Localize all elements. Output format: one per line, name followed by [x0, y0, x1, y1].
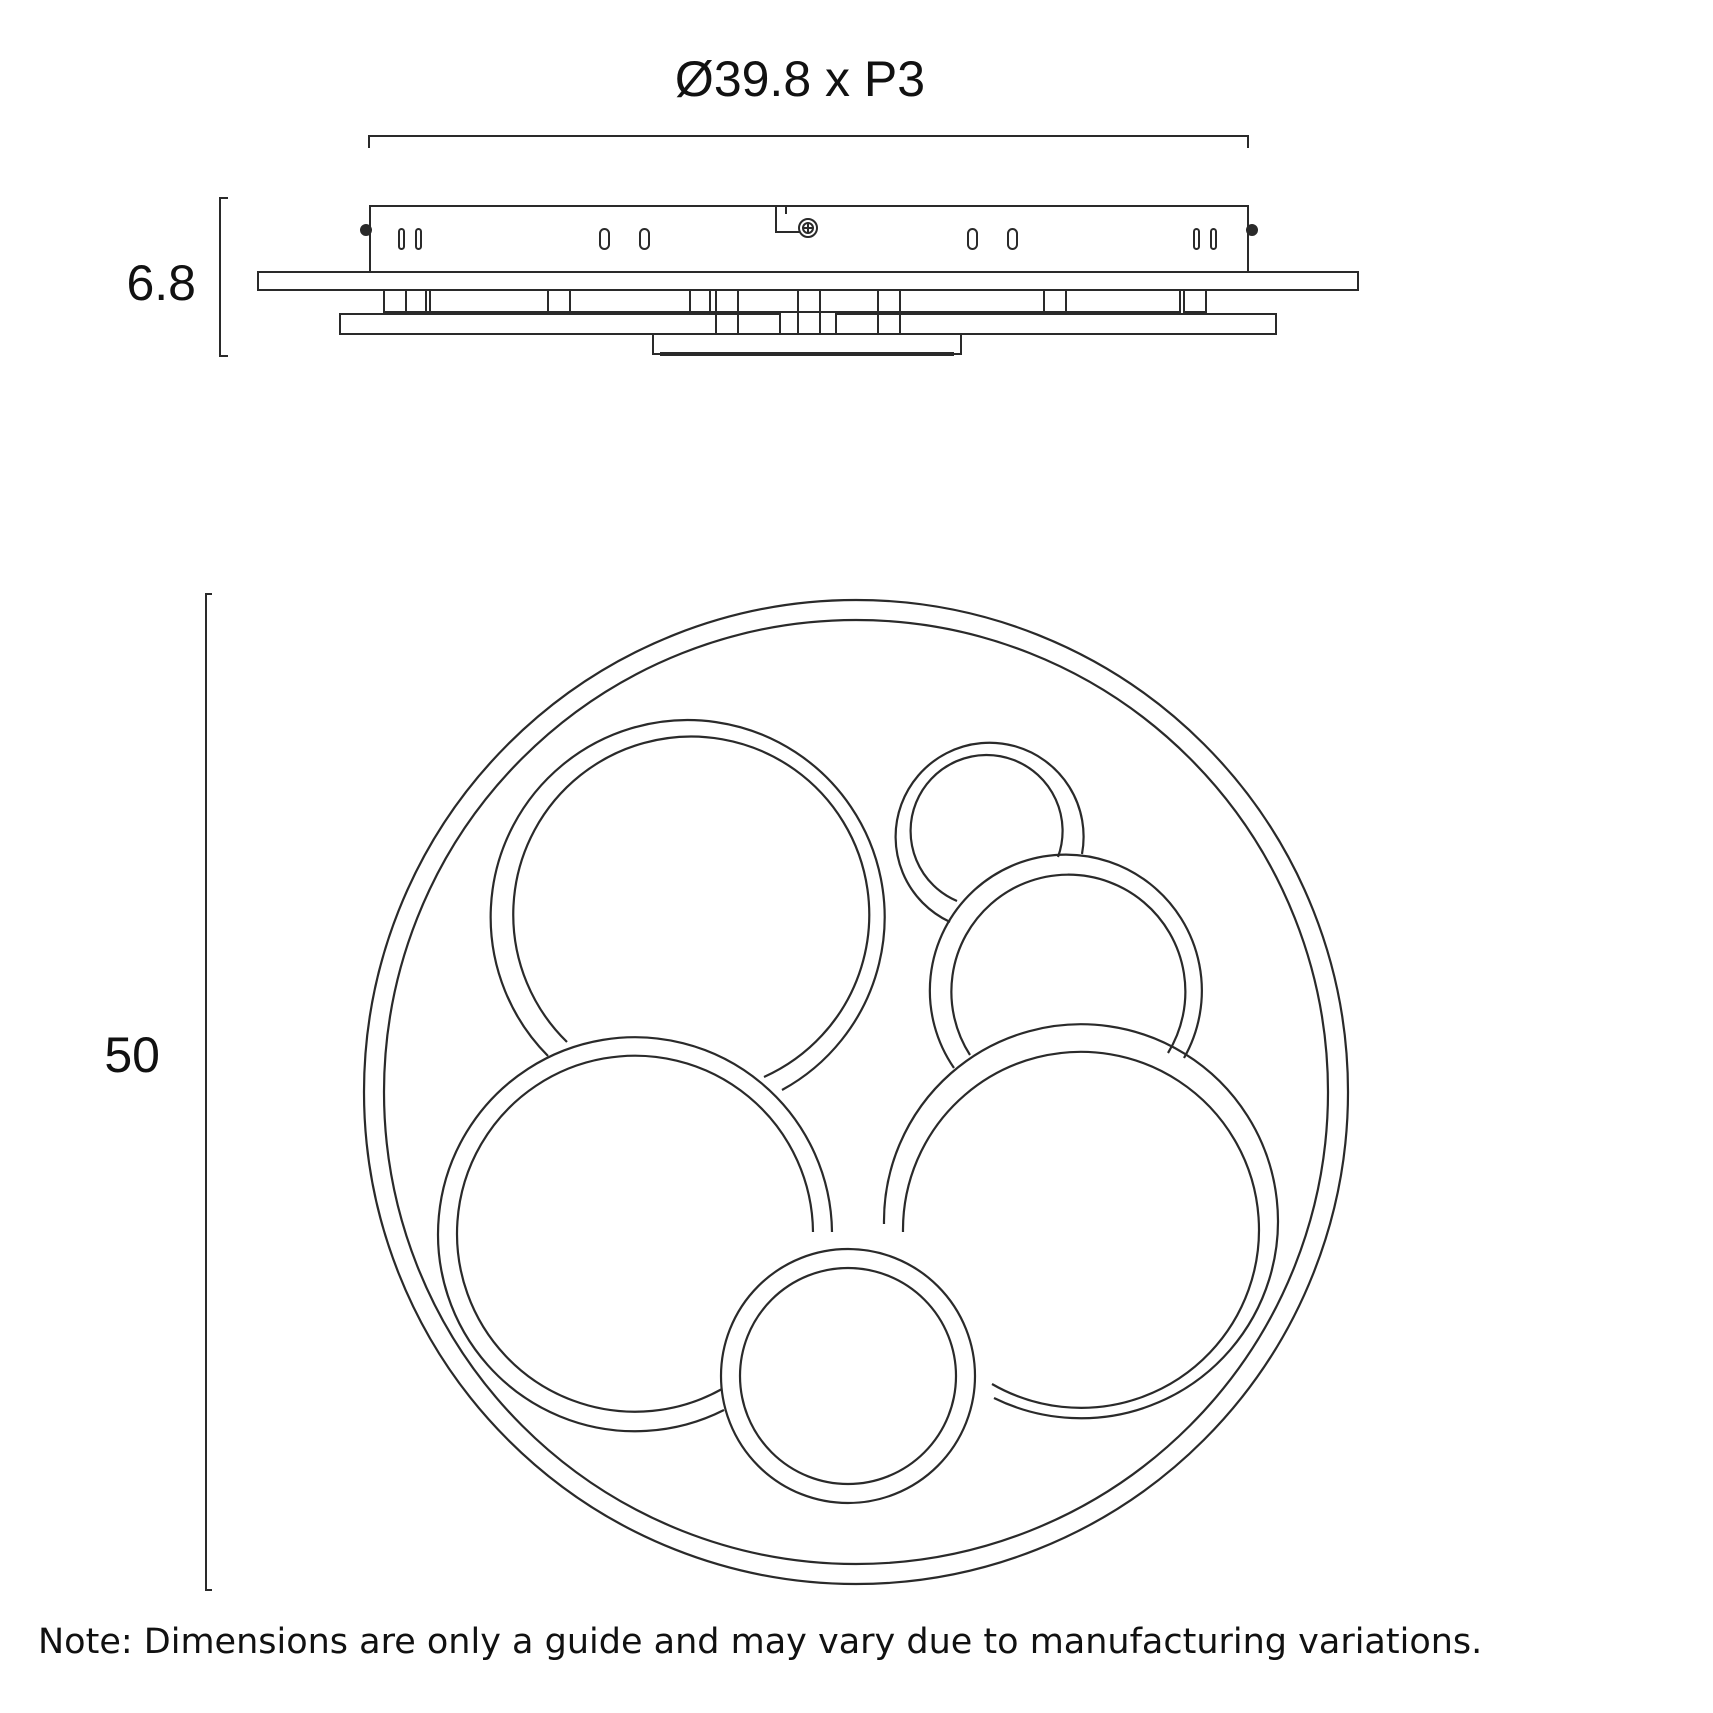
top-view: [364, 600, 1348, 1584]
width-dimension: [369, 136, 1248, 148]
width-dimension-label: Ø39.8 x P3: [674, 51, 926, 107]
mounting-box: [370, 206, 1248, 272]
ring-bottom-left: [438, 1037, 832, 1431]
ring-bar-left: [340, 314, 780, 334]
canopy-plate: [258, 272, 1358, 290]
ring-middle-right: [930, 855, 1202, 1068]
ring-bottom-center: [721, 1249, 975, 1503]
ring-bottom-right: [884, 1024, 1278, 1418]
side-view: [258, 206, 1358, 354]
outer-disc-edge: [364, 600, 1348, 1584]
ring-bar-center: [653, 334, 961, 354]
ring-small-top: [896, 743, 1084, 922]
diameter-dimension-label: 50: [104, 1027, 160, 1083]
diameter-dimension: [206, 594, 212, 1590]
height-dimension-label: 6.8: [126, 255, 196, 311]
ring-bar-right: [836, 314, 1276, 334]
dimensions-note: Note: Dimensions are only a guide and may vary due to manufacturing variations.: [38, 1622, 1483, 1662]
ring-top-left: [491, 720, 885, 1090]
height-dimension: [220, 198, 228, 356]
